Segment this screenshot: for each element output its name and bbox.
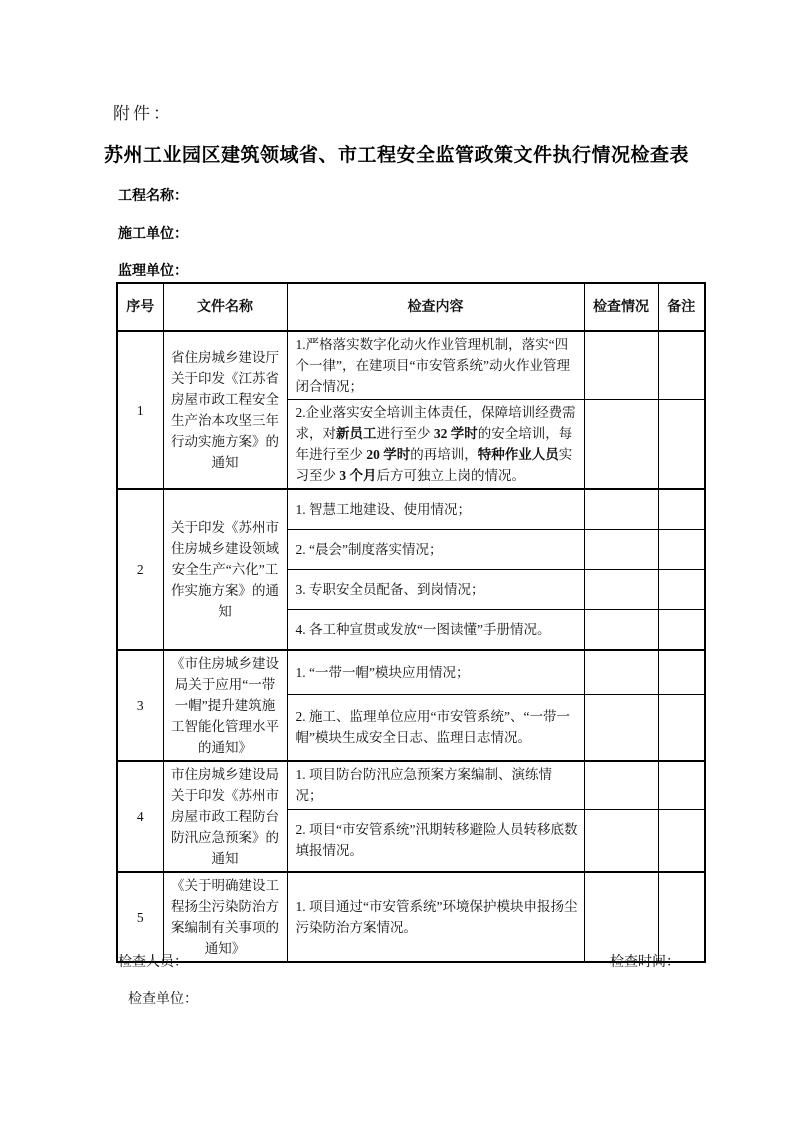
check-status-cell [584,609,658,650]
check-item-text: 2.企业落实安全培训主体责任，保障培训经费需求，对 [295,405,576,441]
check-item-text: 4. 各工种宣贯或发放“一图读懂”手册情况。 [295,621,551,637]
remark-cell [658,331,705,400]
table-row [117,650,705,694]
table-row [117,761,705,809]
row-number-cell: 3 [117,650,163,761]
check-item-text: 2. 施工、监理单位应用“市安管系统”、“一带一帽”模块生成安全日志、监理日志情况。 [295,709,570,746]
header-doc-name: 文件名称 [163,283,287,331]
document-name-cell: 《市住房城乡建设局关于应用“一带一帽”提升建筑施工智能化管理水平的通知》 [163,650,287,761]
check-item-text-bold: 3 个月 [339,468,377,483]
row-number-cell: 2 [117,489,163,650]
check-status-cell [584,489,658,529]
check-item-text: 后方可独立上岗的情况。 [376,468,525,483]
check-status-cell [584,650,658,694]
check-status-cell [584,529,658,569]
check-status-cell [584,694,658,761]
check-item-cell [287,809,584,872]
check-item-text: 2. “晨会”制度落实情况； [295,541,443,557]
inspection-unit-label: 检查单位： [128,992,198,1007]
construction-unit-label: 施工单位： [118,227,188,242]
remark-cell [658,609,705,650]
header-check-status: 检查情况 [584,283,658,331]
row-number-cell: 5 [117,872,163,962]
table-row [117,872,705,962]
table-row [117,489,705,529]
table-row [117,331,705,400]
header-check-content: 检查内容 [287,283,584,331]
remark-cell [658,489,705,529]
check-item-text-bold: 新员工 [336,426,377,441]
check-item-cell [287,650,584,694]
check-item-cell [287,761,584,809]
remark-cell [658,694,705,761]
check-status-cell [584,400,658,490]
inspection-table [116,282,706,963]
attachment-label: 附件： [113,104,173,123]
check-item-text-bold: 32 学时 [433,426,478,441]
remark-cell [658,761,705,809]
table-header-row [117,283,705,331]
check-item-cell [287,872,584,962]
check-item-cell [287,609,584,650]
check-item-text: 实习至少 [295,447,573,483]
remark-cell [658,650,705,694]
document-name-cell: 市住房城乡建设局关于印发《苏州市房屋市政工程防台防汛应急预案》的通知 [163,761,287,872]
check-item-text: 的安全培训，每年进行至少 [295,426,573,462]
row-number-cell: 4 [117,761,163,872]
check-status-cell [584,872,658,962]
check-item-cell [287,694,584,761]
remark-cell [658,569,705,609]
table-body [117,331,705,962]
check-item-text: 1. “一带一帽”模块应用情况； [295,664,470,680]
check-status-cell [584,761,658,809]
check-item-text-bold: 特种作业人员 [477,447,559,462]
remark-cell [658,809,705,872]
header-no: 序号 [117,283,163,331]
supervision-unit-label: 监理单位： [118,264,188,279]
remark-cell [658,872,705,962]
document-name-cell: 关于印发《苏州市住房城乡建设领域安全生产“六化”工作实施方案》的通知 [163,489,287,650]
check-status-cell [584,809,658,872]
check-status-cell [584,569,658,609]
row-number-cell: 1 [117,331,163,489]
check-item-text: 1. 项目通过“市安管系统”环境保护模块申报扬尘污染防治方案情况。 [295,899,578,935]
check-item-cell [287,400,584,490]
check-item-cell [287,331,584,400]
page-title: 苏州工业园区建筑领域省、市工程安全监管政策文件执行情况检查表 [103,145,689,166]
check-item-cell [287,489,584,529]
inspection-time-label: 检查时间： [610,955,680,970]
check-item-text: 1. 智慧工地建设、使用情况； [295,501,471,517]
remark-cell [658,400,705,490]
document-name-cell: 省住房城乡建设厅关于印发《江苏省房屋市政工程安全生产治本攻坚三年行动实施方案》的通知 [163,331,287,489]
check-item-text: 的再培训， [410,447,478,462]
check-item-text: 3. 专职安全员配备、到岗情况； [295,581,485,597]
check-status-cell [584,331,658,400]
check-item-cell [287,569,584,609]
header-remark: 备注 [658,283,705,331]
inspector-label: 检查人员： [118,955,188,970]
check-item-text: 1. 项目防台防汛应急预案方案编制、演练情况； [295,767,552,804]
project-name-label: 工程名称： [118,189,188,204]
check-item-text: 进行至少 [376,426,434,441]
check-item-text: 2. 项目“市安管系统”汛期转移避险人员转移底数填报情况。 [295,822,578,859]
check-item-text: 1.严格落实数字化动火作业管理机制，落实“四个一律”，在建项目“市安管系统”动火作业管理闭合情况； [295,337,570,394]
remark-cell [658,529,705,569]
check-item-cell [287,529,584,569]
document-name-cell: 《关于明确建设工程扬尘污染防治方案编制有关事项的通知》 [163,872,287,962]
check-item-text-bold: 20 学时 [366,447,411,462]
